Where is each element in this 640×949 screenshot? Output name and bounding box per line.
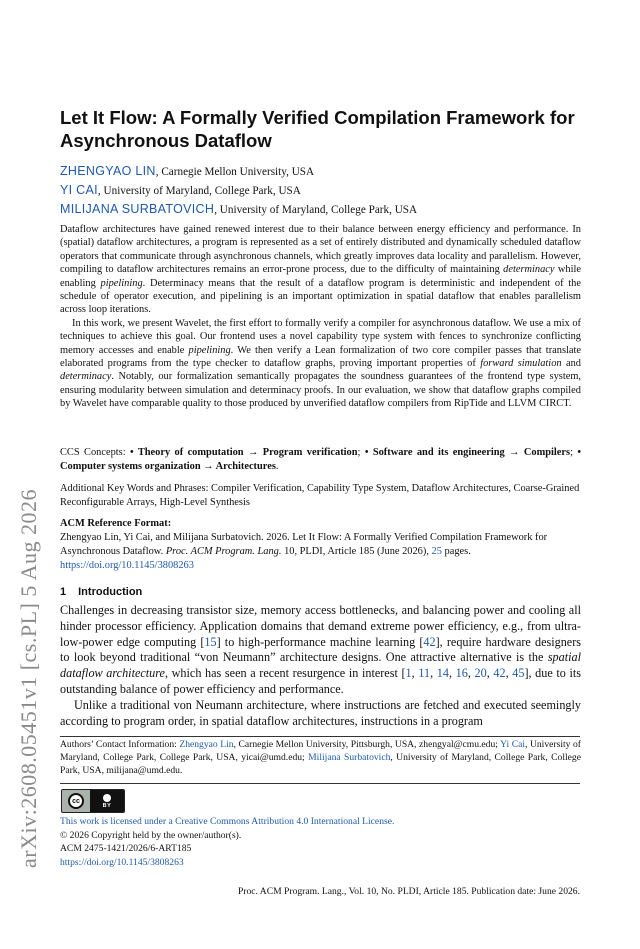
- arxiv-identifier: arXiv:2608.05451v1 [cs.PL] 5 Aug 2026: [16, 488, 41, 868]
- acm-reference-heading: ACM Reference Format:: [60, 518, 172, 529]
- pages-link[interactable]: 25: [431, 546, 442, 557]
- author-entry: [60, 162, 580, 181]
- citation-link[interactable]: 16: [455, 666, 468, 681]
- author-name[interactable]: MILIJANA SURBATOVICH: [60, 202, 215, 216]
- cc-icon: cc: [68, 793, 84, 809]
- abstract-paragraph: In this work, we present Wavelet, the first effort to formally verify a compiler for asynchronous dataflow. We use a mix of techniques to achieve this goal. Our frontend uses a novel capability type system with fences to synchronize conflicting memory accesses and enable pipelining. We then verify a Lean formalization of two core compiler passes that translate elaborated programs from the type checker to dataflow graphs, proving important properties of forward simulation and determinacy. Notably, our formalization semantically propagates the soundness guarantees of the frontend type system, ensuring modularity between simulation and determinacy proofs. In our evaluation, we show that dataflow graphs compiled by Wavelet have comparable quality to those produced by unverified dataflow compilers from RipTide and LLVM CIRCT.: [60, 317, 581, 410]
- citation-link[interactable]: 14: [436, 666, 449, 681]
- section-heading: 1 Introduction: [60, 586, 143, 598]
- author-name[interactable]: ZHENGYAO LIN: [60, 164, 156, 178]
- citation-link[interactable]: 1: [405, 666, 412, 681]
- by-label: BY: [102, 802, 112, 809]
- citation-link[interactable]: 42: [423, 634, 436, 649]
- introduction-body: [60, 603, 581, 729]
- author-entry: [60, 181, 580, 200]
- intro-paragraph: Unlike a traditional von Neumann architecture, where instructions are fetched and executed seemingly according to program order, in spatial dataflow architectures, instructions in a program: [60, 697, 581, 728]
- ccs-concepts: CCS Concepts: • Theory of computation → Program verification; • Software and its engineering → Compilers; • Computer systems organization → Architectures.: [60, 447, 581, 472]
- citation-link[interactable]: 45: [512, 666, 525, 681]
- author-list: [60, 162, 580, 219]
- acm-id-line: ACM 2475-1421/2026/6-ART185: [60, 843, 192, 854]
- person-icon: [103, 794, 111, 802]
- license-block: [60, 815, 581, 869]
- license-divider: [60, 783, 580, 784]
- paper-title: Let It Flow: A Formally Verified Compilation Framework for Asynchronous Dataflow: [60, 107, 575, 151]
- author-affiliation: , Carnegie Mellon University, USA: [155, 166, 315, 178]
- abstract-paragraph: Dataflow architectures have gained renewed interest due to their balance between energy efficiency and performance. In (spatial) dataflow architectures, a program is represented as a set of entirely distributed and dynamically scheduled dataflow operators that communicate through asynchronous channels, which greatly improves data locality and parallelism. However, compiling to dataflow architectures remains an error-prone process, due to the difficulty of maintaining determinacy while enabling pipelining. Determinacy means that the result of a dataflow program is deterministic and independent of the schedule of operator execution, and pipelining is an important optimization in spatial dataflow that enables parallelism across loop iterations.: [60, 224, 581, 316]
- citation-link[interactable]: 20: [474, 666, 487, 681]
- copyright-line: © 2026 Copyright held by the owner/author(s).: [60, 829, 242, 841]
- license-link[interactable]: This work is licensed under a Creative Commons Attribution 4.0 International License.: [60, 816, 395, 827]
- page-footer: Proc. ACM Program. Lang., Vol. 10, No. PLDI, Article 185. Publication date: June 2026.: [237, 886, 580, 897]
- author-contact-info: Authors’ Contact Information: Zhengyao Lin, Carnegie Mellon University, Pittsburgh, USA, zhengyal@cmu.edu; Yi Cai, University of Maryland, College Park, College Park, USA, yicai@umd.edu; Milijana Surbatovich, University of Maryland, College Park, College Park, USA, milijana@umd.edu.: [60, 739, 581, 776]
- doi-link[interactable]: https://doi.org/10.1145/3808263: [60, 856, 184, 868]
- author-name[interactable]: YI CAI: [60, 183, 98, 197]
- keywords: Additional Key Words and Phrases: Compiler Verification, Capability Type System, Dataflow Architectures, Coarse-Grained Reconfigurable Arrays, High-Level Synthesis: [60, 483, 580, 508]
- author-affiliation: , University of Maryland, College Park, USA: [214, 204, 418, 216]
- author-link[interactable]: Zhengyao Lin: [179, 739, 234, 750]
- citation-link[interactable]: 15: [204, 634, 217, 649]
- author-affiliation: , University of Maryland, College Park, USA: [97, 185, 301, 197]
- cc-by-license-icon[interactable]: [61, 789, 125, 813]
- author-entry: [60, 200, 580, 219]
- citation-link[interactable]: 42: [493, 666, 506, 681]
- footnote-divider: [60, 736, 580, 737]
- intro-paragraph: Challenges in decreasing transistor size, memory access bottlenecks, and balancing power and cooling all hinder processor efficiency. Application domains that demand extreme power efficiency, e.g., from ultra-low-power edge computing [15] to high-performance machine learning [42], require hardware designers to look beyond traditional “von Neumann” architecture designs. One attractive alternative is the spatial dataflow architecture, which has seen a recent resurgence in interest [1, 11, 14, 16, 20, 42, 45], due to its outstanding balance of power efficiency and performance.: [60, 603, 582, 696]
- citation-link[interactable]: 11: [418, 666, 431, 681]
- abstract: [60, 223, 581, 411]
- acm-reference-format: ACM Reference Format: Zhengyao Lin, Yi Cai, and Milijana Surbatovich. 2026. Let It Flow: A Formally Verified Compilation Framework for Asynchronous Dataflow. Proc. ACM Program. Lang. 10, PLDI, Article 185 (June 2026), 25 pages. https://doi.org/10.1145/3808263: [60, 517, 581, 573]
- author-link[interactable]: Milijana Surbatovich: [308, 752, 391, 763]
- author-link[interactable]: Yi Cai: [500, 739, 526, 750]
- doi-link[interactable]: https://doi.org/10.1145/3808263: [60, 560, 194, 571]
